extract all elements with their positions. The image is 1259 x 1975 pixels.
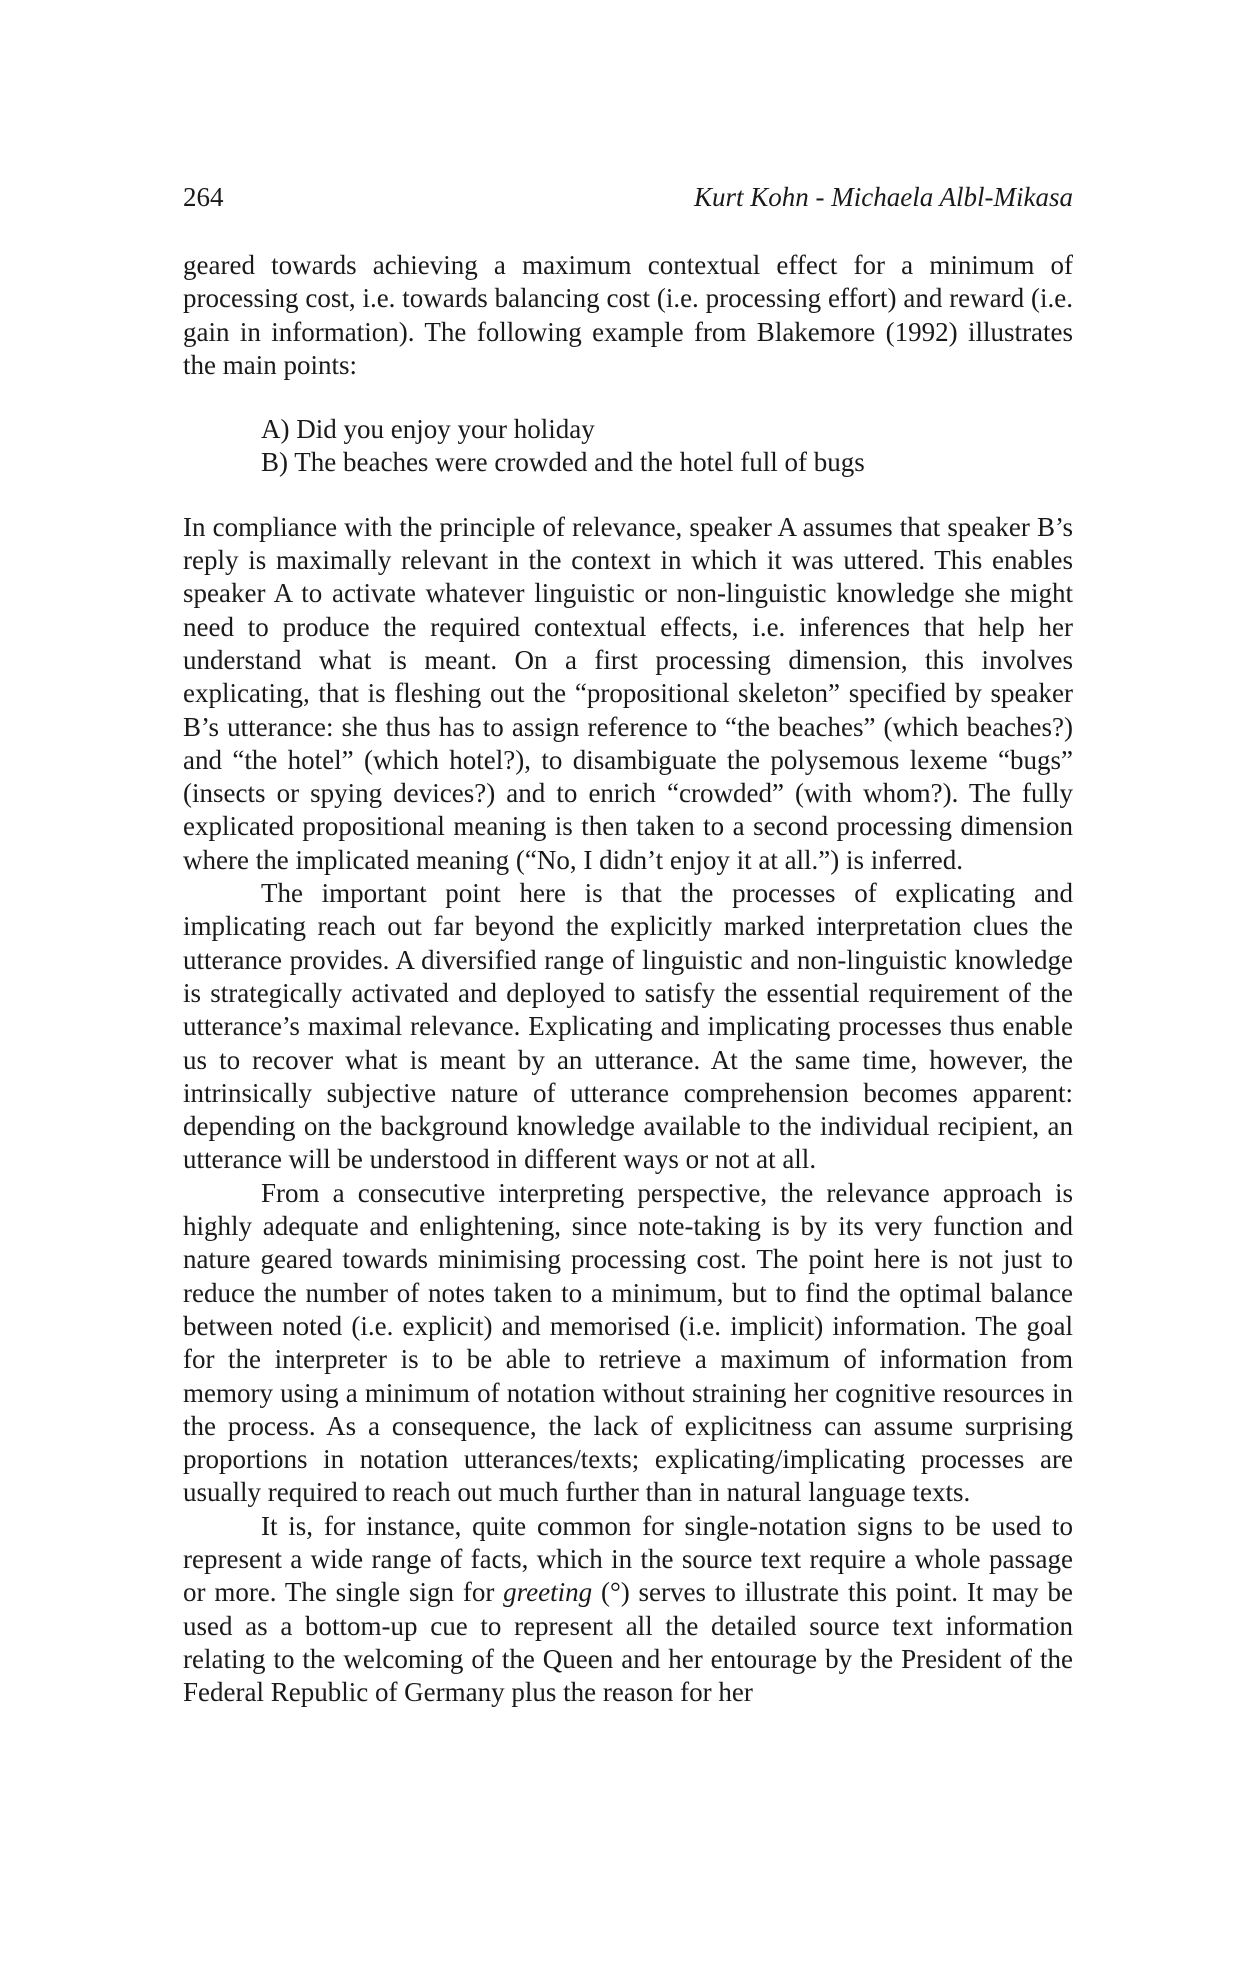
paragraph-5-italic-term: greeting — [503, 1577, 593, 1608]
running-head — [183, 180, 1073, 214]
page-number: 264 — [183, 182, 224, 212]
paragraph-3: The important point here is that the processes of explicating and implicating reach out far beyond the explicitly marked interpretation clues the utterance provides. A diversified range of linguistic and non-linguistic knowledge is strategically activated and deployed to satisfy the essential requirement of the utterance’s maximal relevance. Explicating and implicating processes thus enable us to recover what is meant by an utterance. At the same time, however, the intrinsically subjective nature of utterance comprehension becomes apparent: depending on the background knowledge available to the individual recipient, an utterance will be understood in different ways or not at all. — [183, 878, 1073, 1175]
example-line-b: B) The beaches were crowded and the hotel full of bugs — [261, 447, 865, 478]
paragraph-2: In compliance with the principle of relevance, speaker A assumes that speaker B’s reply is maximally relevant in the context in which it was uttered. This enables speaker A to activate whatever linguistic or non-linguistic knowledge she might need to produce the required contextual effects, i.e. inferences that help her understand what is meant. On a first processing dimension, this involves explicating, that is fleshing out the “propositional skeleton” specified by speaker B’s utterance: she thus has to assign reference to “the beaches” (which beaches?) and “the hotel” (which hotel?), to disambiguate the polysemous lexeme “bugs” (insects or spying devices?) and to enrich “crowded” (with whom?). The fully explicated propositional meaning is then taken to a second processing dimension where the implicated meaning (“No, I didn’t enjoy it at all.”) is inferred. — [183, 511, 1073, 875]
paragraph-1: geared towards achieving a maximum contextual effect for a minimum of processing cost, i.e. towards balancing cost (i.e. processing effort) and reward (i.e. gain in information). The following example from Blakemore (1992) illustrates the main points: — [183, 250, 1073, 380]
book-page — [183, 180, 1073, 1709]
paragraph-5 — [183, 1510, 1073, 1710]
paragraph-5-text-end: (°) serves to illustrate this point. It may be used as a bottom-up cue to represent all the detailed source text information relating to the welcoming of the Queen and her entourage by the President of the Federal Republic of Germany plus the reason for her — [183, 1577, 1073, 1708]
paragraph-4: From a consecutive interpreting perspective, the relevance approach is highly adequate and enlightening, since note-taking is by its very function and nature geared towards minimising processing cost. The point here is not just to reduce the number of notes taken to a minimum, but to find the optimal balance between noted (i.e. explicit) and memorised (i.e. implicit) information. The goal for the interpreter is to be able to retrieve a maximum of information from memory using a minimum of notation without straining her cognitive resources in the process. As a consequence, the lack of explicitness can assume surprising proportions in notation utterances/texts; explicating/implicating processes are usually required to reach out much further than in natural language texts. — [183, 1177, 1073, 1508]
example-dialogue — [261, 413, 1073, 480]
paragraph-5-text-start: It is, for instance, quite common for single-notation signs to be used to represent a wide range of facts, which in the source text require a whole passage or more. The single sign for — [183, 1510, 1073, 1608]
running-title: Kurt Kohn - Michaela Albl-Mikasa — [694, 182, 1073, 212]
example-line-a: A) Did you enjoy your holiday — [261, 414, 595, 445]
